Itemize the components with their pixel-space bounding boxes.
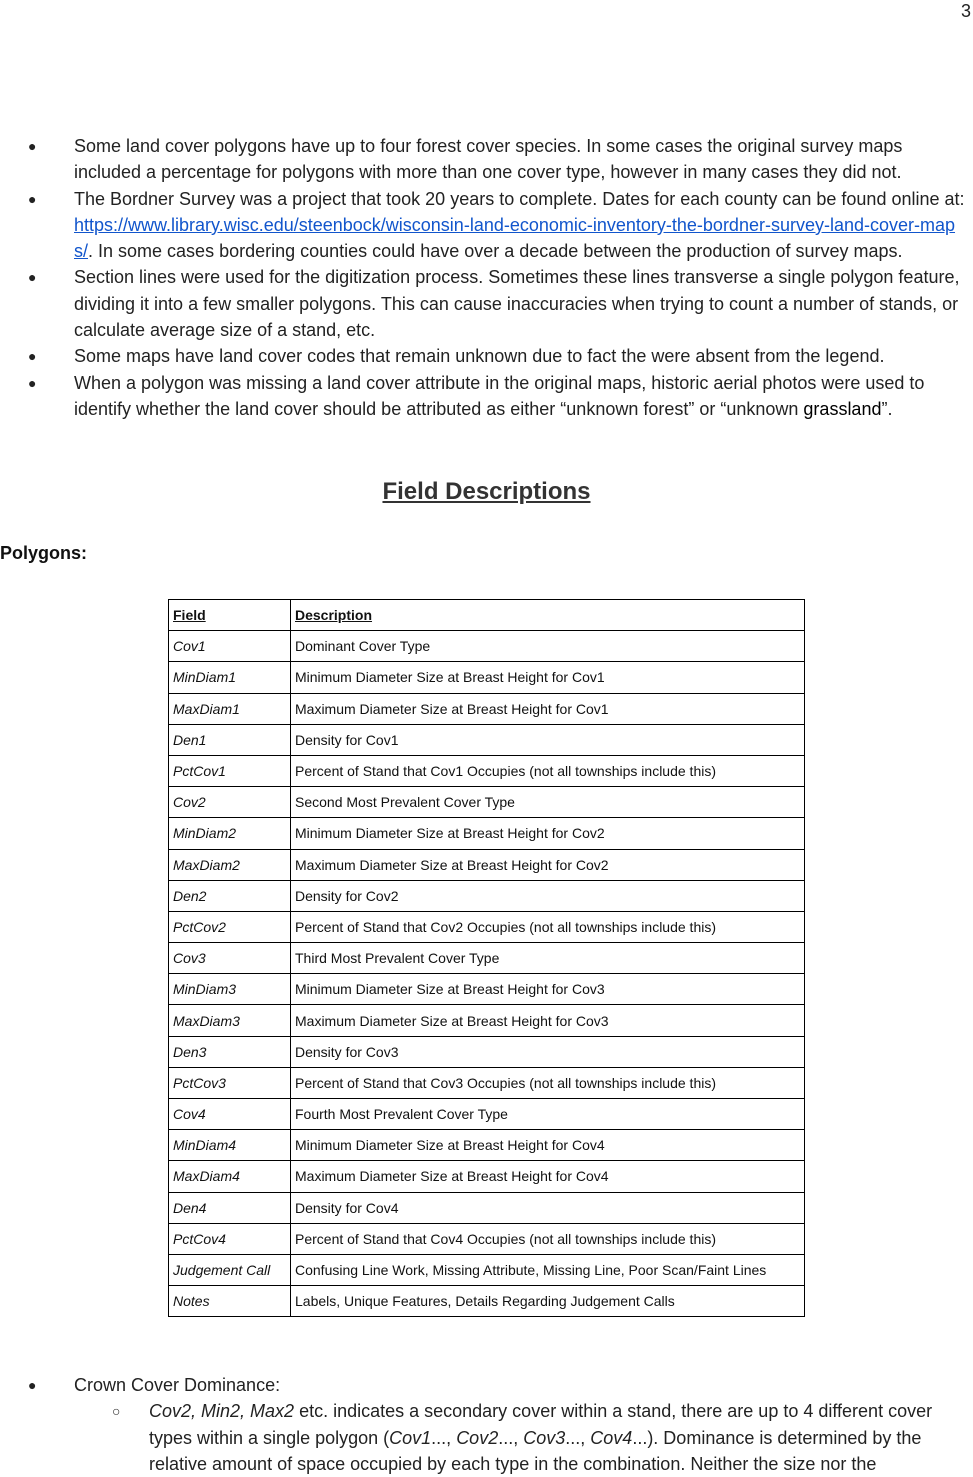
field-description-cell: Maximum Diameter Size at Breast Height for Cov1 bbox=[291, 693, 805, 724]
field-description-cell: Second Most Prevalent Cover Type bbox=[291, 787, 805, 818]
field-name-cell: Den2 bbox=[169, 880, 291, 911]
table-row bbox=[169, 1130, 805, 1161]
table-row bbox=[169, 849, 805, 880]
table-row bbox=[169, 662, 805, 693]
field-description-cell: Percent of Stand that Cov2 Occupies (not all townships include this) bbox=[291, 911, 805, 942]
field-description-cell: Maximum Diameter Size at Breast Height for Cov2 bbox=[291, 849, 805, 880]
field-name-cell: MinDiam2 bbox=[169, 818, 291, 849]
bullet-item bbox=[0, 264, 973, 343]
bullet-icon: ● bbox=[28, 1377, 37, 1393]
bullet-item bbox=[0, 370, 973, 423]
bullet-text: The Bordner Survey was a project that took 20 years to complete. Dates for each county can be found online at: bbox=[74, 188, 965, 209]
field-description-cell: Percent of Stand that Cov1 Occupies (not all townships include this) bbox=[291, 755, 805, 786]
field-name-cell: MinDiam4 bbox=[169, 1130, 291, 1161]
field-description-cell: Percent of Stand that Cov3 Occupies (not all townships include this) bbox=[291, 1067, 805, 1098]
field-name-cell: Den4 bbox=[169, 1192, 291, 1223]
bullet-text: Some maps have land cover codes that remain unknown due to fact the were absent from the legend. bbox=[74, 346, 885, 367]
field-description-cell: Maximum Diameter Size at Breast Height for Cov3 bbox=[291, 1005, 805, 1036]
sub-bullet-text: ...). Dominance is determined by the relative amount of space occupied by each type in the combination. Neither the size nor the bbox=[149, 1427, 922, 1474]
table-row bbox=[169, 1036, 805, 1067]
field-description-cell: Dominant Cover Type bbox=[291, 631, 805, 662]
field-name-cell: Cov4 bbox=[169, 1099, 291, 1130]
field-description-cell: Density for Cov4 bbox=[291, 1192, 805, 1223]
table-row bbox=[169, 1192, 805, 1223]
bullet-item bbox=[0, 186, 973, 265]
field-name-cell: Den1 bbox=[169, 724, 291, 755]
header-description: Description bbox=[291, 600, 805, 631]
italic-cov2: Cov2 bbox=[456, 1427, 499, 1448]
sub-bullet-text: ..., bbox=[565, 1427, 591, 1448]
field-name-cell: Den3 bbox=[169, 1036, 291, 1067]
bullet-text: Crown Cover Dominance: bbox=[74, 1375, 281, 1395]
field-descriptions-table bbox=[168, 599, 805, 1317]
field-name-cell: PctCov4 bbox=[169, 1223, 291, 1254]
sub-bullet-text: etc. indicates a secondary cover within a stand, there are up to 4 different cover types within a single polygon ( bbox=[149, 1401, 933, 1448]
table-row bbox=[169, 631, 805, 662]
sub-bullet-text: ..., bbox=[431, 1427, 457, 1448]
italic-field-names: Cov2, Min2, Max2 bbox=[149, 1401, 295, 1422]
field-description-cell: Fourth Most Prevalent Cover Type bbox=[291, 1099, 805, 1130]
field-description-cell: Confusing Line Work, Missing Attribute, Missing Line, Poor Scan/Faint Lines bbox=[291, 1254, 805, 1285]
table-row bbox=[169, 1254, 805, 1285]
table-row bbox=[169, 1286, 805, 1317]
table-row bbox=[169, 1099, 805, 1130]
bullet-text: . In some cases bordering counties could have over a decade between the production of survey maps. bbox=[88, 241, 903, 262]
sub-bullet-item bbox=[0, 1398, 973, 1477]
header-field: Field bbox=[169, 600, 291, 631]
hollow-bullet-icon: ○ bbox=[112, 1403, 121, 1420]
field-description-cell: Minimum Diameter Size at Breast Height for Cov4 bbox=[291, 1130, 805, 1161]
bullet-item bbox=[0, 1372, 973, 1398]
sub-bullet-text: ..., bbox=[498, 1427, 524, 1448]
field-name-cell: MaxDiam3 bbox=[169, 1005, 291, 1036]
field-name-cell: MaxDiam2 bbox=[169, 849, 291, 880]
field-description-cell: Minimum Diameter Size at Breast Height for Cov2 bbox=[291, 818, 805, 849]
field-name-cell: Cov2 bbox=[169, 787, 291, 818]
field-description-cell: Minimum Diameter Size at Breast Height for Cov3 bbox=[291, 974, 805, 1005]
bullet-icon: ● bbox=[28, 374, 37, 391]
field-description-cell: Density for Cov3 bbox=[291, 1036, 805, 1067]
italic-cov3: Cov3 bbox=[523, 1427, 566, 1448]
field-name-cell: PctCov1 bbox=[169, 755, 291, 786]
bullet-icon: ● bbox=[28, 138, 37, 154]
field-description-cell: Minimum Diameter Size at Breast Height for Cov1 bbox=[291, 662, 805, 693]
notes-bullet-list bbox=[0, 133, 973, 422]
field-name-cell: MaxDiam1 bbox=[169, 693, 291, 724]
table-row bbox=[169, 1005, 805, 1036]
crown-cover-list bbox=[0, 1372, 973, 1477]
field-description-cell: Third Most Prevalent Cover Type bbox=[291, 943, 805, 974]
bordner-survey-link[interactable]: https://www.library.wisc.edu/steenbock/wisconsin-land-economic-inventory-the-bordner-survey-land-cover-maps/ bbox=[74, 214, 956, 262]
field-name-cell: MinDiam3 bbox=[169, 974, 291, 1005]
table-row bbox=[169, 1161, 805, 1192]
section-heading: Field Descriptions bbox=[382, 478, 591, 505]
field-name-cell: Notes bbox=[169, 1286, 291, 1317]
table-row bbox=[169, 974, 805, 1005]
bullet-text: Some land cover polygons have up to four forest cover species. In some cases the original survey maps included a percentage for polygons with more than one cover type, however in many cases they did not. bbox=[74, 136, 903, 183]
table-row bbox=[169, 755, 805, 786]
polygons-subheading: Polygons: bbox=[0, 543, 88, 563]
field-name-cell: PctCov2 bbox=[169, 911, 291, 942]
page-number: 3 bbox=[960, 1, 971, 21]
table-row bbox=[169, 880, 805, 911]
field-description-cell: Labels, Unique Features, Details Regarding Judgement Calls bbox=[291, 1286, 805, 1317]
table-row bbox=[169, 818, 805, 849]
field-name-cell: MinDiam1 bbox=[169, 662, 291, 693]
bullet-icon: ● bbox=[28, 190, 37, 207]
bullet-icon: ● bbox=[28, 348, 37, 365]
field-description-cell: Density for Cov1 bbox=[291, 724, 805, 755]
field-name-cell: PctCov3 bbox=[169, 1067, 291, 1098]
bullet-item bbox=[0, 343, 973, 369]
bullet-text: ”. bbox=[881, 398, 893, 419]
table-row bbox=[169, 911, 805, 942]
table-row bbox=[169, 1223, 805, 1254]
field-description-cell: Maximum Diameter Size at Breast Height for Cov4 bbox=[291, 1161, 805, 1192]
bullet-text: When a polygon was missing a land cover attribute in the original maps, historic aerial photos were used to identify whether the land cover should be attributed as either “unknown forest” or “unknown bbox=[74, 372, 925, 419]
bullet-text: Section lines were used for the digitization process. Sometimes these lines transverse a single polygon feature, dividing it into a few smaller polygons. This can cause inaccuracies when trying to count a number of stands, or calculate average size of a stand, etc. bbox=[74, 267, 960, 341]
field-name-cell: Cov3 bbox=[169, 943, 291, 974]
table-row bbox=[169, 1067, 805, 1098]
field-description-cell: Percent of Stand that Cov4 Occupies (not all townships include this) bbox=[291, 1223, 805, 1254]
table-row bbox=[169, 693, 805, 724]
bullet-text-emphasis: grassland bbox=[803, 398, 882, 419]
field-name-cell: Cov1 bbox=[169, 631, 291, 662]
italic-cov1: Cov1 bbox=[389, 1427, 432, 1448]
bullet-item bbox=[0, 133, 973, 186]
field-description-cell: Density for Cov2 bbox=[291, 880, 805, 911]
table-row bbox=[169, 787, 805, 818]
field-name-cell: Judgement Call bbox=[169, 1254, 291, 1285]
field-name-cell: MaxDiam4 bbox=[169, 1161, 291, 1192]
table-row bbox=[169, 724, 805, 755]
table-header-row bbox=[169, 600, 805, 631]
bullet-icon: ● bbox=[28, 269, 37, 286]
italic-cov4: Cov4 bbox=[590, 1427, 633, 1448]
table-row bbox=[169, 943, 805, 974]
